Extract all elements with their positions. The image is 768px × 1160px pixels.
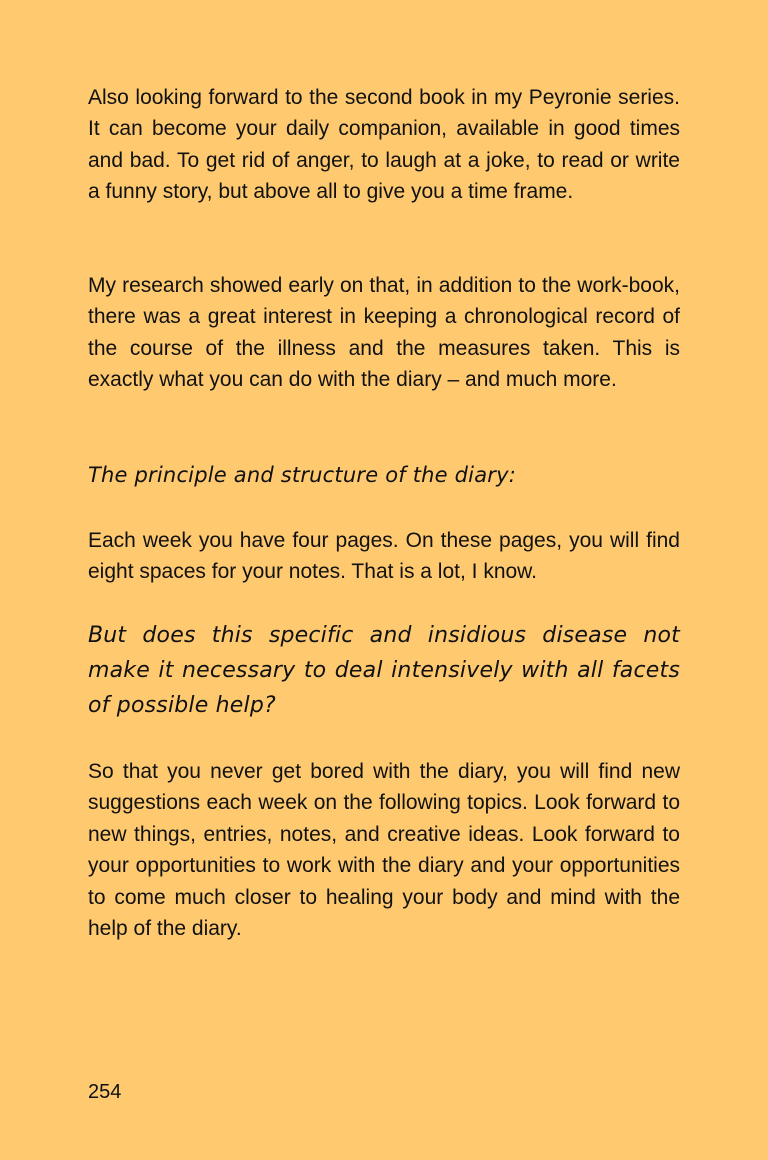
weekly-structure-paragraph: Each week you have four pages. On these pages, you will find eight spaces for your notes. That is a lot, I know. bbox=[88, 529, 680, 584]
research-paragraph: My research showed early on that, in addition to the work-book, there was a great interest in keeping a chronological record of the course of the illness and the measures taken. This is exactly what you can do with the diary – and much more. bbox=[88, 274, 680, 392]
intro-paragraph: Also looking forward to the second book in my Peyronie series. It can become your daily companion, available in good times and bad. To get rid of anger, to laugh at a joke, to read or write a funny story, but above all to give you a time frame. bbox=[88, 86, 680, 204]
page-number: 254 bbox=[88, 1081, 122, 1103]
callout-question: But does this specific and insidious disease not make it necessary to deal intensively with all facets of possible help? bbox=[88, 623, 680, 718]
closing-paragraph: So that you never get bored with the diary, you will find new suggestions each week on the following topics. Look forward to new things, entries, notes, and creative ideas. Look forward to your opportunities to work with the diary and your opportunities to come much closer to healing your body and mind with the help of the diary. bbox=[88, 760, 680, 941]
section-heading: The principle and structure of the diary: bbox=[88, 463, 517, 487]
